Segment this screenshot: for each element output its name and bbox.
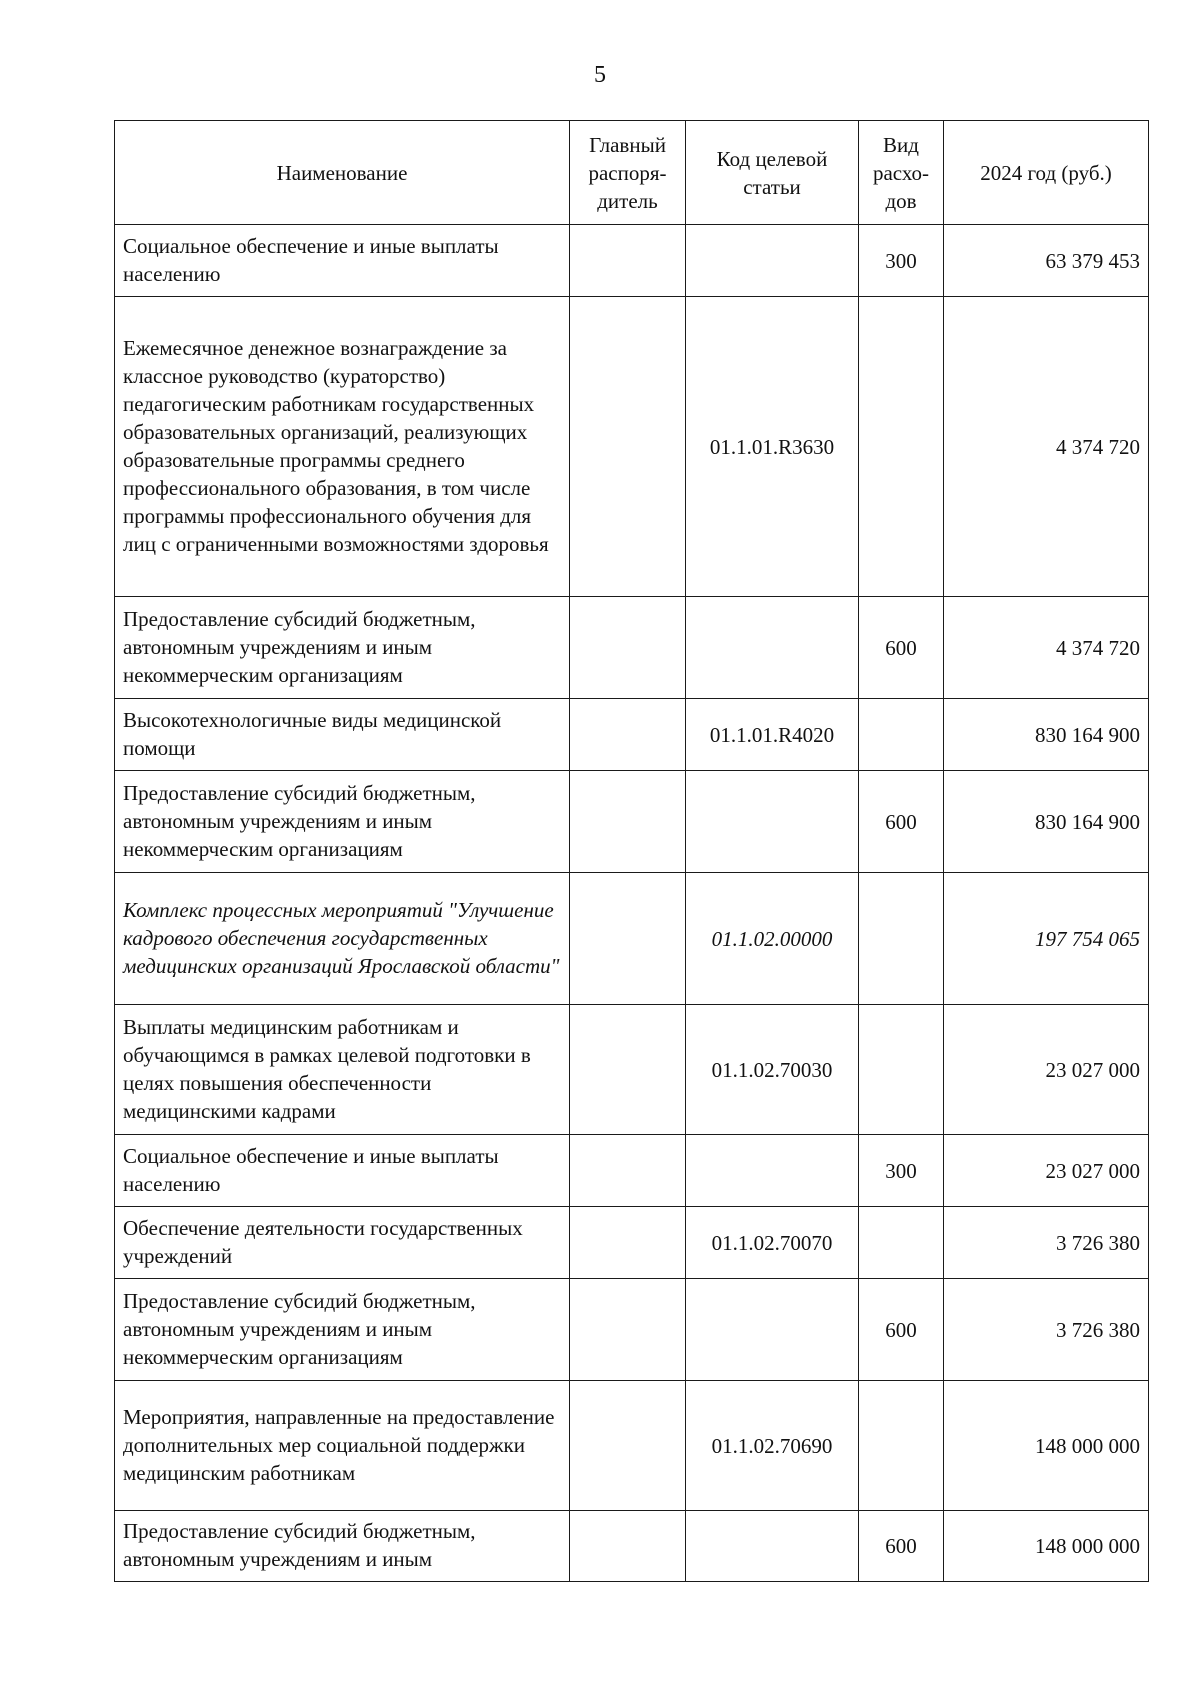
row-expense-type-cell: [859, 1207, 944, 1279]
table-row: [115, 1135, 1149, 1207]
row-name-cell: Ежемесячное денежное вознаграждение за классное руководство (кураторство) педагогическим работникам государственных образовательных организаций, реализующих образовательные программы среднего профессионального образования, в том числе программы профессионального обучения для лиц с ограниченными возможностями здоровья: [115, 297, 570, 597]
header-name: Наименование: [115, 121, 570, 225]
table-header: [115, 121, 1149, 225]
table-row: [115, 1005, 1149, 1135]
page-number: 5: [594, 62, 606, 88]
row-expense-type-cell: [859, 1381, 944, 1511]
row-name-cell: Высокотехнологичные виды медицинской помощи: [115, 699, 570, 771]
row-main-manager-cell: [570, 225, 686, 297]
row-main-manager-cell: [570, 873, 686, 1005]
row-expense-type-cell: 300: [859, 225, 944, 297]
table-row: [115, 1207, 1149, 1279]
row-target-code-cell: [686, 1279, 859, 1381]
row-target-code-cell: 01.1.02.70030: [686, 1005, 859, 1135]
table-row: [115, 297, 1149, 597]
header-year: 2024 год (руб.): [944, 121, 1149, 225]
row-main-manager-cell: [570, 1381, 686, 1511]
row-name-cell: Социальное обеспечение и иные выплаты населению: [115, 225, 570, 297]
row-target-code-cell: [686, 771, 859, 873]
row-name-cell: Предоставление субсидий бюджетным, автономным учреждениям и иным некоммерческим организациям: [115, 1279, 570, 1381]
row-expense-type-cell: 300: [859, 1135, 944, 1207]
row-name-cell: Предоставление субсидий бюджетным, автономным учреждениям и иным: [115, 1511, 570, 1582]
row-target-code-cell: [686, 225, 859, 297]
table-row: [115, 699, 1149, 771]
row-main-manager-cell: [570, 1207, 686, 1279]
row-main-manager-cell: [570, 597, 686, 699]
row-name-cell: Выплаты медицинским работникам и обучающимся в рамках целевой подготовки в целях повышения обеспеченности медицинскими кадрами: [115, 1005, 570, 1135]
row-main-manager-cell: [570, 699, 686, 771]
row-name-cell: Социальное обеспечение и иные выплаты населению: [115, 1135, 570, 1207]
header-target-code: Код целевой статьи: [686, 121, 859, 225]
row-amount-cell: 197 754 065: [944, 873, 1149, 1005]
row-expense-type-cell: [859, 699, 944, 771]
row-expense-type-cell: 600: [859, 1279, 944, 1381]
row-target-code-cell: [686, 1135, 859, 1207]
row-amount-cell: 23 027 000: [944, 1135, 1149, 1207]
row-main-manager-cell: [570, 771, 686, 873]
row-main-manager-cell: [570, 1005, 686, 1135]
row-target-code-cell: 01.1.01.R4020: [686, 699, 859, 771]
table-row: [115, 597, 1149, 699]
header-main-manager: Главный распоря-дитель: [570, 121, 686, 225]
budget-table: [114, 120, 1149, 1582]
row-name-cell: Мероприятия, направленные на предоставление дополнительных мер социальной поддержки медицинским работникам: [115, 1381, 570, 1511]
table-body: [115, 225, 1149, 1582]
row-expense-type-cell: [859, 297, 944, 597]
row-expense-type-cell: [859, 873, 944, 1005]
table-row: [115, 771, 1149, 873]
row-main-manager-cell: [570, 1279, 686, 1381]
table-row: [115, 873, 1149, 1005]
row-main-manager-cell: [570, 297, 686, 597]
row-main-manager-cell: [570, 1511, 686, 1582]
row-amount-cell: 63 379 453: [944, 225, 1149, 297]
row-expense-type-cell: 600: [859, 1511, 944, 1582]
row-name-cell: Комплекс процессных мероприятий "Улучшение кадрового обеспечения государственных медицинских организаций Ярославской области": [115, 873, 570, 1005]
row-amount-cell: 4 374 720: [944, 297, 1149, 597]
table-row: [115, 1511, 1149, 1582]
row-expense-type-cell: 600: [859, 597, 944, 699]
row-amount-cell: 3 726 380: [944, 1279, 1149, 1381]
row-target-code-cell: 01.1.02.70690: [686, 1381, 859, 1511]
row-name-cell: Обеспечение деятельности государственных учреждений: [115, 1207, 570, 1279]
row-amount-cell: 830 164 900: [944, 771, 1149, 873]
row-main-manager-cell: [570, 1135, 686, 1207]
row-name-cell: Предоставление субсидий бюджетным, автономным учреждениям и иным некоммерческим организациям: [115, 597, 570, 699]
table-row: [115, 225, 1149, 297]
table-row: [115, 1279, 1149, 1381]
row-amount-cell: 830 164 900: [944, 699, 1149, 771]
row-amount-cell: 148 000 000: [944, 1511, 1149, 1582]
row-target-code-cell: 01.1.02.00000: [686, 873, 859, 1005]
row-expense-type-cell: [859, 1005, 944, 1135]
row-amount-cell: 23 027 000: [944, 1005, 1149, 1135]
table-row: [115, 1381, 1149, 1511]
row-target-code-cell: 01.1.02.70070: [686, 1207, 859, 1279]
row-amount-cell: 148 000 000: [944, 1381, 1149, 1511]
row-amount-cell: 3 726 380: [944, 1207, 1149, 1279]
row-target-code-cell: 01.1.01.R3630: [686, 297, 859, 597]
row-target-code-cell: [686, 597, 859, 699]
row-amount-cell: 4 374 720: [944, 597, 1149, 699]
row-name-cell: Предоставление субсидий бюджетным, автономным учреждениям и иным некоммерческим организациям: [115, 771, 570, 873]
header-expense-type: Вид расхо-дов: [859, 121, 944, 225]
row-expense-type-cell: 600: [859, 771, 944, 873]
row-target-code-cell: [686, 1511, 859, 1582]
